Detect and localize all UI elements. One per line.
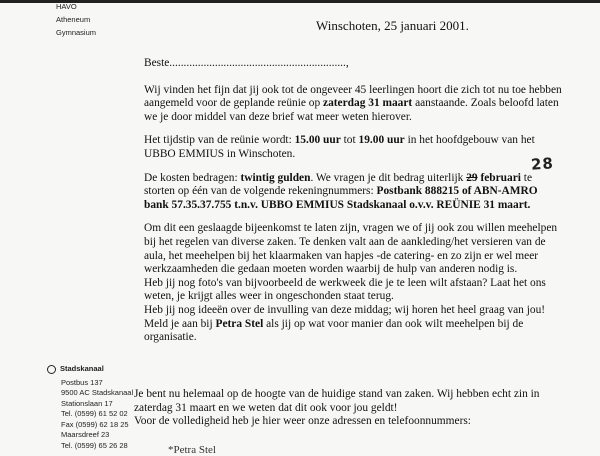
closing-paragraph: Je bent nu helemaal op de hoogte van de huidige stand van zaken. Wij hebben echt zin in zaterdag 31 maart en we weten dat dit ook voor jou geldt! (134, 388, 540, 414)
contact-name: Petra Stel (215, 317, 264, 330)
address-line: Postbus 137 (61, 377, 103, 387)
address-line: Stationslaan 17 (61, 398, 113, 408)
bank-accounts: Postbank 888215 of ABN-AMRO bank 57.35.37.755 t.n.v. UBBO EMMIUS Stadskanaal o.v.v. REÜNIE 31 maart. (144, 185, 538, 211)
date-line: Winschoten, 25 januari 2001. (316, 18, 469, 33)
address-title: Stadskanaal (60, 364, 104, 373)
closing-text (134, 388, 574, 429)
cutoff-line: *Petra Stel (168, 444, 216, 456)
address-block (47, 364, 133, 451)
paragraph-photos: Heb jij nog foto's van bijvoorbeeld de werkweek die je te leen wilt afstaan? Laat het ons weten, je krijgt alles weer in ongeschonden staat terug. (144, 276, 546, 303)
paragraph-ideas: Heb jij nog ideeën over de invulling van deze middag; wij horen het heel graag van jou! (144, 303, 546, 316)
address-line: Maarsdreef 23 (61, 430, 110, 439)
paragraph-time: Het tijdstip van de reünie wordt: 15.00 uur tot 19.00 uur in het hoofdgebouw van het UBBO EMMIUS in Winschoten. (144, 134, 535, 160)
greeting: Beste.............................................................., (144, 57, 349, 69)
school-line-atheneum: Atheneum (56, 15, 91, 24)
paragraph-costs: De kosten bedragen: twintig gulden. We vragen je dit bedrag uiterlijk 29 februari te storten op één van de volgende rekeningnummers: Postbank 888215 of ABN-AMRO bank 57.35.37.755 t.n.v. UBBO EMMIUS Stadskanaal o.v.v. REÜNIE 31 maart. (144, 171, 538, 211)
paragraph-registration: Wij vinden het fijn dat jij ook tot de ongeveer 45 leerlingen hoort die zich tot nu toe hebben aangemeld voor de geplande reünie op zaterdag 31 maart aanstaande. Zoals beloofd laten we je door middel van deze brief wat meer weten hierover. (144, 83, 562, 123)
address-line: Fax (0599) 62 18 25 (61, 419, 129, 429)
struck-date: 29 (466, 171, 478, 184)
address-line: Tel. (0599) 61 52 02 (61, 409, 128, 418)
letter-body (144, 57, 564, 345)
paragraph-contact: Meld je aan bij Petra Stel als jij op wat voor manier dan ook wilt meehelpen bij de organisatie. (144, 317, 524, 344)
paragraph-help: Om dit een geslaagde bijeenkomst te laten zijn, vragen we of jij ook zou willen meehelpen bij het regelen van diverse zaken. Te denken valt aan de aankleding/het versieren van de aula, het meehelpen bij het klaarmaken van hapjes -de catering- en zo zijn er wel meer werkzaamheden die gedaan moeten worden waarbij de hulp van anderen nodig is. (144, 222, 558, 276)
address-line: 9500 AC Stadskanaal (61, 388, 134, 397)
circle-bullet-icon (47, 365, 56, 374)
handwritten-correction: 28 (530, 153, 555, 174)
closing-addresses-intro: Voor de volledigheid heb je hier weer onze adressen en telefoonnummers: (134, 415, 471, 428)
reunion-date: zaterdag 31 maart (323, 97, 413, 110)
school-header (56, 0, 96, 39)
school-line-havo: HAVO (56, 2, 77, 11)
school-line-gymnasium: Gymnasium (56, 28, 97, 37)
address-line: Tel. (0599) 65 26 28 (61, 440, 128, 450)
